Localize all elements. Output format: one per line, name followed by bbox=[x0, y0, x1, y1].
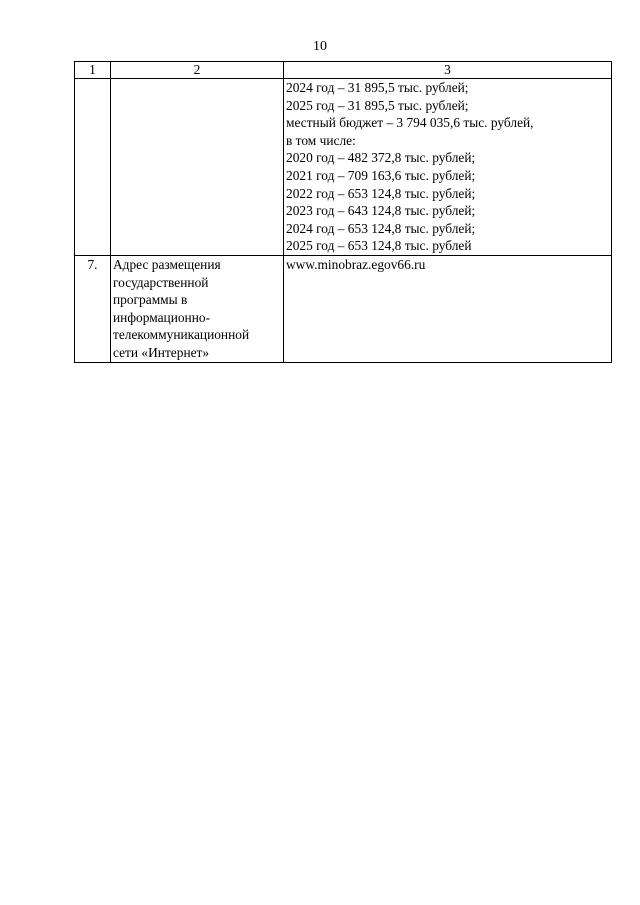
funding-line: местный бюджет – 3 794 035,6 тыс. рублей, bbox=[286, 115, 534, 131]
funding-line: 2024 год – 31 895,5 тыс. рублей; bbox=[286, 80, 469, 95]
header-cell-2: 2 bbox=[111, 62, 284, 79]
row-number-cell bbox=[75, 79, 111, 256]
page-number: 10 bbox=[313, 39, 327, 54]
table-row-continuation bbox=[75, 79, 612, 256]
label-line: государственной bbox=[113, 274, 209, 290]
funding-line: 2023 год – 643 124,8 тыс. рублей; bbox=[286, 203, 476, 219]
table-row-7 bbox=[75, 255, 612, 362]
funding-line: 2021 год – 709 163,6 тыс. рублей; bbox=[286, 167, 476, 183]
label-line: программы в bbox=[113, 292, 188, 308]
label-line: информационно- bbox=[113, 309, 211, 325]
label-line: сети «Интернет» bbox=[113, 344, 210, 360]
header-cell-1: 1 bbox=[75, 62, 111, 79]
funding-line: 2025 год – 31 895,5 тыс. рублей; bbox=[286, 97, 469, 113]
funding-details-cell bbox=[284, 79, 612, 256]
funding-line: 2020 год – 482 372,8 тыс. рублей; bbox=[286, 150, 476, 166]
header-cell-3: 3 bbox=[284, 62, 612, 79]
row-number-cell: 7. bbox=[75, 255, 111, 362]
funding-line: 2022 год – 653 124,8 тыс. рублей; bbox=[286, 185, 476, 201]
website-url-cell: www.minobraz.egov66.ru bbox=[284, 255, 612, 362]
label-line: телекоммуникационной bbox=[113, 327, 250, 343]
program-passport-table bbox=[74, 61, 612, 363]
table-header-row bbox=[75, 62, 612, 79]
funding-line: 2025 год – 653 124,8 тыс. рублей bbox=[286, 238, 472, 254]
funding-line: 2024 год – 653 124,8 тыс. рублей; bbox=[286, 220, 476, 236]
row-label-cell bbox=[111, 79, 284, 256]
funding-line: в том числе: bbox=[286, 132, 356, 148]
label-line: Адрес размещения bbox=[113, 256, 221, 272]
row-label-cell bbox=[111, 255, 284, 362]
